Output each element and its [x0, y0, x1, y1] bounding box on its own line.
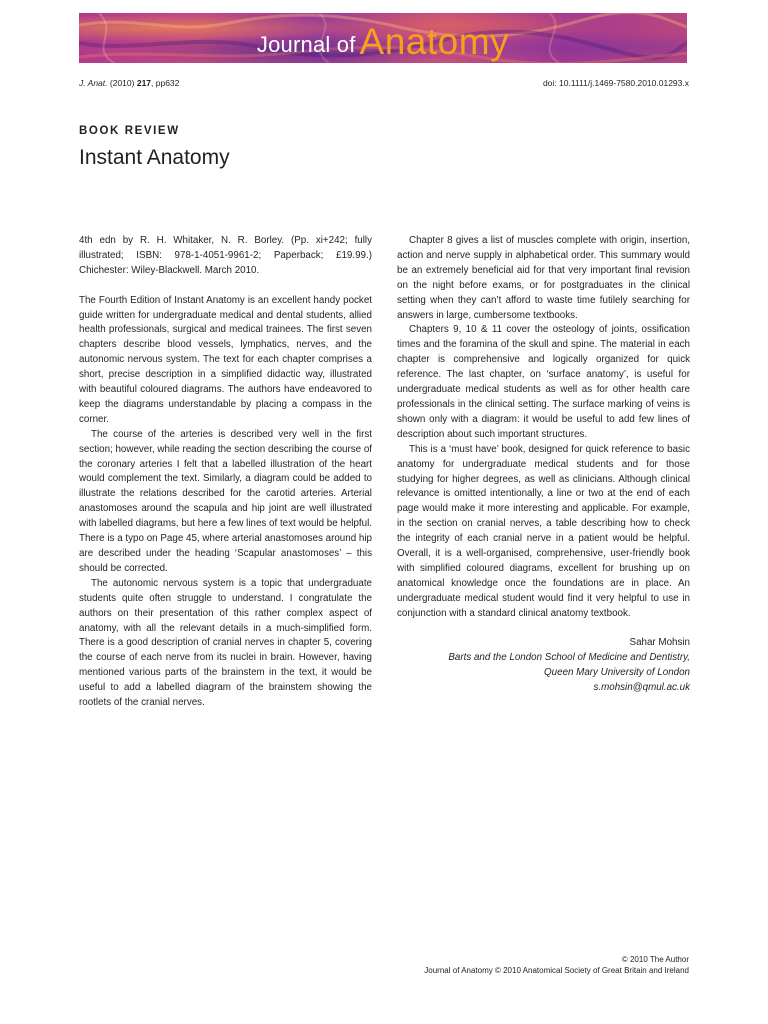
journal-title-name: Anatomy	[359, 21, 510, 62]
reviewer-affiliation: Barts and the London School of Medicine and Dentistry,	[448, 652, 690, 664]
citation-pages: , pp632	[151, 78, 180, 88]
body-paragraph: Chapter 8 gives a list of muscles complete with origin, insertion, action and nerve supply in alphabetical order. This summary would be an extremely beneficial aid for that very important final revision on the night before exams, or for postgraduates in the clinical setting when they can’t afford to waste time futilely searching for answers in large, cumbersome textbooks.	[397, 235, 690, 321]
body-paragraph: Chapters 9, 10 & 11 cover the osteology of joints, ossification times and the foramina of the skull and spine. The material in each chapter is comprehensive and logically organized for quick reference. The last chapter, on ‘surface anatomy’, is useful for undergraduate medical students as well as for other health care professionals in the clinical setting. The surface marking of veins is shown only with a diagram: it would be useful to add few lines of description about such important structures.	[397, 324, 690, 440]
citation-year: (2010)	[109, 78, 135, 88]
left-column	[79, 234, 372, 711]
reviewer-name: Sahar Mohsin	[629, 637, 690, 649]
copyright-author: © 2010 The Author	[621, 955, 689, 964]
citation	[79, 78, 179, 88]
journal-title-prefix: Journal of	[256, 32, 356, 57]
body-paragraph: The course of the arteries is described very well in the first section; however, while reading the section describing the course of the coronary arteries I felt that a labelled illustration of the heart would complement the text. Similarly, a diagram could be added to illustrate the relations described for the carotid arteries. Arterial anastomoses around the scapula and hip joint are well illustrated with labelled diagrams, but here a few lines of text would be helpful. There is a typo on Page 45, where arterial anastomoses around hip are described under the heading ‘Scapular anastomoses’ – this should be corrected.	[79, 428, 372, 574]
body-paragraph: The Fourth Edition of Instant Anatomy is an excellent handy pocket guide written for undergraduate medical and dental students, allied health professionals, surgical and medical trainees. The first seven chapters describe blood vessels, lymphatics, nerves, and the autonomic nervous system. The text for each chapter comprises a short, precise description in a simplified didactic way, illustrated with beautiful coloured diagrams. The authors have endeavored to keep the diagrams understandable by placing a compass in the corner.	[79, 294, 372, 425]
doi: doi: 10.1111/j.1469-7580.2010.01293.x	[542, 78, 689, 88]
article-title: Instant Anatomy	[79, 146, 230, 169]
copyright-footer	[424, 955, 689, 976]
body-paragraph: This is a ‘must have’ book, designed for quick reference to basic anatomy for undergraduate medical students and for those studying for higher degrees, as well as clinicians. Although clinical relevance is omitted intentionally, a line or two at the end of each page would make it more interesting and applicable. For example, in the section on cranial nerves, a table describing how to check the integrity of each cranial nerve in a patient would be helpful. Overall, it is a well-organised, comprehensive, user-friendly book with simplified coloured diagrams, excellent for brushing up on anatomical knowledge once the foundations are in place. An undergraduate medical student would find it very helpful to use in conjunction with a standard clinical anatomy textbook.	[397, 443, 690, 619]
journal-banner	[79, 13, 687, 63]
reviewer-signoff	[397, 636, 690, 696]
book-details: 4th edn by R. H. Whitaker, N. R. Borley. (Pp. xi+242; fully illustrated; ISBN: 978-1-4051-9961-2; Paperback; £19.99.) Chichester: Wiley-Blackwell. March 2010.	[79, 235, 372, 276]
reviewer-affiliation: Queen Mary University of London	[544, 667, 690, 679]
reviewer-email[interactable]: s.mohsin@qmul.ac.uk	[593, 682, 690, 694]
section-label: BOOK REVIEW	[79, 125, 180, 137]
copyright-journal: Journal of Anatomy © 2010 Anatomical Society of Great Britain and Ireland	[424, 965, 689, 975]
citation-journal: J. Anat.	[79, 78, 108, 88]
body-paragraph: The autonomic nervous system is a topic that undergraduate students quite often struggle to understand. I congratulate the authors on their presentation of this rather complex aspect of anatomy, with all the relevant details in a much-simplified form. There is a good description of cranial nerves in chapter 5, covering the course of each nerve from its nuclei in brain. However, having mentioned various parts of the brainstem in the text, it would be useful to add a labelled diagram of the brainstem showing the rootlets of the cranial nerves.	[79, 577, 372, 709]
journal-title	[79, 13, 687, 63]
right-column	[397, 234, 690, 696]
citation-volume: 217	[136, 78, 152, 88]
